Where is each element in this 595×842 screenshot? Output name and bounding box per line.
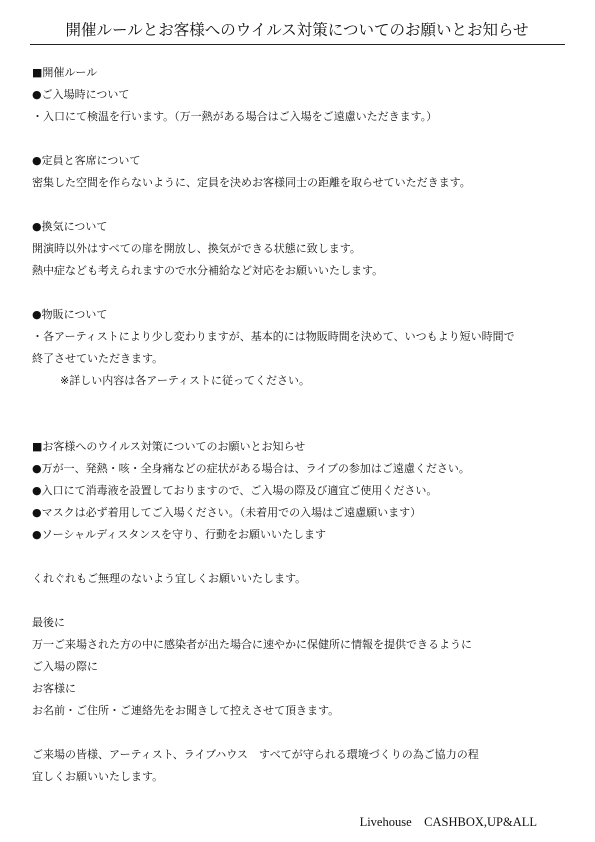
ventilation-heading: ●換気について [32, 220, 108, 233]
thanks-text: ご来場の皆様、アーティスト、ライブハウス すべてが守られる環境づくりの為ご協力の程 [32, 748, 479, 761]
merch-note: ※詳しい内容は各アーティストに従ってください。 [60, 374, 311, 387]
ventilation-text: 熱中症なども考えられますので水分補給など対応をお願いいたします。 [32, 264, 384, 277]
virus-item: ●入口にて消毒液を設置しておりますので、ご入場の際及び適宜ご使用ください。 [32, 484, 438, 497]
closing-text: くれぐれもご無理のないよう宜しくお願いいたします。 [32, 572, 307, 585]
finally-text: 万一ご来場された方の中に感染者が出た場合に速やかに保健所に情報を提供できるように [32, 638, 472, 651]
spacer [32, 414, 567, 436]
venue-signature: Livehouse CASHBOX,UP&ALL [359, 815, 537, 829]
finally-text: ご入場の際に [32, 660, 98, 673]
virus-item: ●マスクは必ず着用してご入場ください。（未着用での入場はご遠慮願います） [32, 506, 422, 519]
ventilation-text: 開演時以外はすべての扉を開放し、換気ができる状態に致します。 [32, 242, 361, 255]
spacer [32, 722, 567, 744]
finally-heading: 最後に [32, 616, 65, 629]
title-underline [30, 44, 565, 45]
spacer [32, 128, 567, 150]
page-title: 開催ルールとお客様へのウイルス対策についてのお願いとお知らせ [65, 21, 529, 39]
entry-text: ・入口にて検温を行います。（万一熱がある場合はご入場をご遠慮いただきます。） [32, 110, 438, 123]
virus-item: ●ソーシャルディスタンスを守り、行動をお願いいたします [32, 528, 326, 541]
spacer [32, 546, 567, 568]
capacity-heading: ●定員と客席について [32, 154, 141, 167]
thanks-text: 宜しくお願いいたします。 [32, 770, 164, 783]
merch-text: 終了させていただきます。 [32, 352, 164, 365]
entry-heading: ●ご入場時について [32, 88, 130, 101]
spacer [32, 392, 567, 414]
merch-text: ・各アーティストにより少し変わりますが、基本的には物販時間を決めて、いつもより短い時間で [32, 330, 515, 343]
virus-item: ●万が一、発熱・咳・全身痛などの症状がある場合は、ライブの参加はご遠慮ください。 [32, 462, 470, 475]
section-heading-rules: ■開催ルール [32, 66, 98, 79]
section-heading-virus: ■お客様へのウイルス対策についてのお願いとお知らせ [32, 440, 306, 453]
spacer [32, 590, 567, 612]
notice-body [32, 62, 567, 788]
spacer [32, 194, 567, 216]
finally-text: お客様に [32, 682, 76, 695]
capacity-text: 密集した空間を作らないように、定員を決めお客様同士の距離を取らせていただきます。 [32, 176, 471, 189]
merch-heading: ●物販について [32, 308, 108, 321]
finally-text: お名前・ご住所・ご連絡先をお聞きして控えさせて頂きます。 [32, 704, 340, 717]
spacer [32, 282, 567, 304]
